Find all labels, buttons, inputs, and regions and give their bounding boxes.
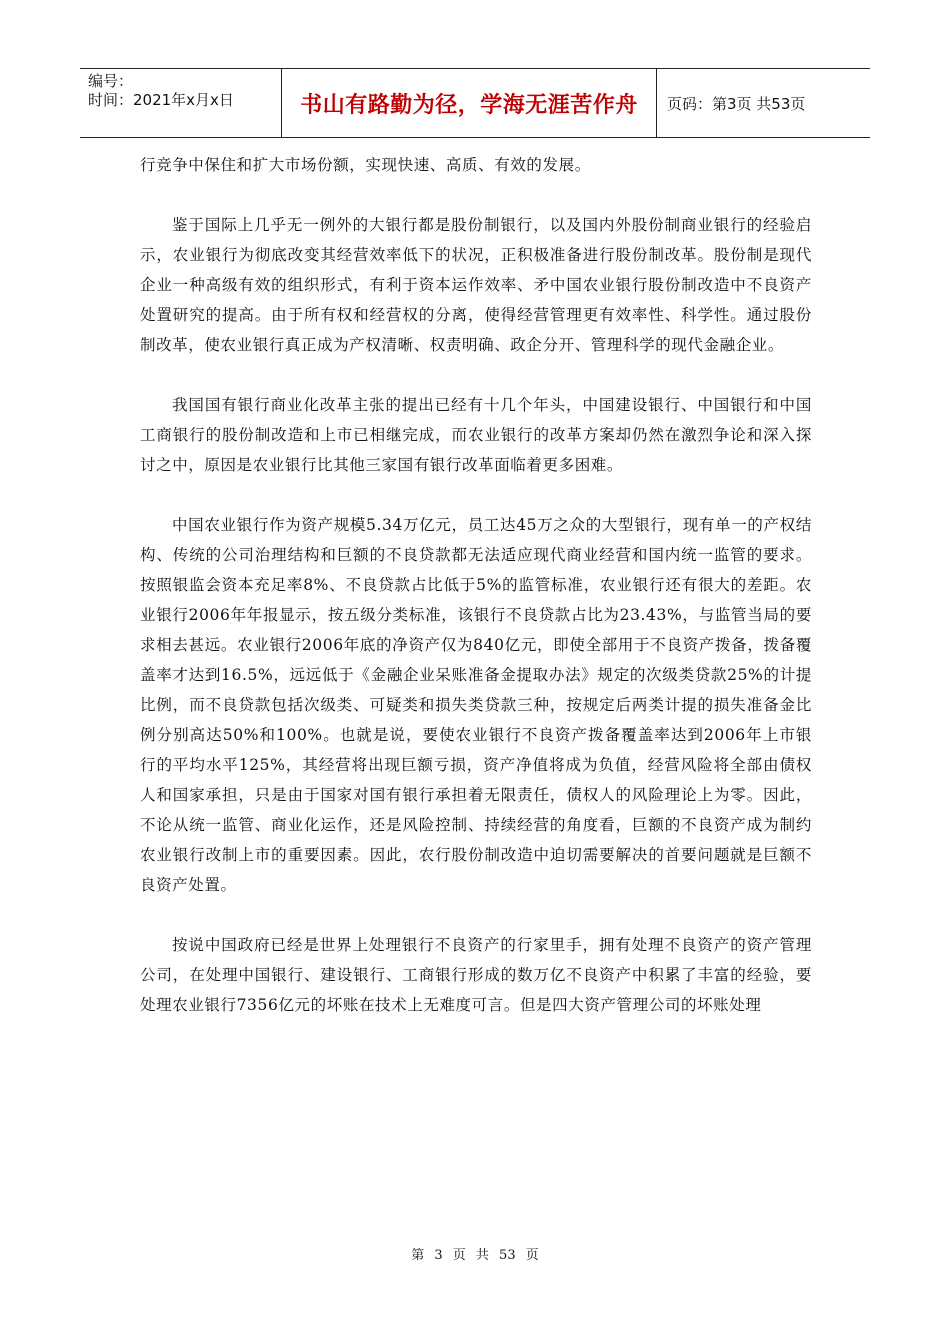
header-motto-cell [282, 69, 657, 137]
paragraph: 我国国有银行商业化改革主张的提出已经有十几个年头，中国建设银行、中国银行和中国工商银行的股份制改造和上市已相继完成，而农业银行的改革方案却仍然在激烈争论和深入探讨之中，原因是农业银行比其他三家国有银行改革面临着更多困难。 [140, 396, 812, 474]
page-header [80, 68, 870, 138]
paragraph: 行竞争中保住和扩大市场份额，实现快速、高质、有效的发展。 [140, 156, 591, 174]
doc-time-label: 时间：2021年x月x日 [88, 91, 234, 109]
header-motto: 书山有路勤为径，学海无涯苦作舟 [300, 92, 638, 118]
header-page-info-cell [657, 69, 870, 137]
page-footer [0, 1244, 950, 1263]
doc-code-label: 编号： [88, 72, 134, 90]
header-meta [80, 69, 282, 137]
paragraph: 鉴于国际上几乎无一例外的大银行都是股份制银行，以及国内外股份制商业银行的经验启示，农业银行为彻底改变其经营效率低下的状况，正积极准备进行股份制改革。股份制是现代企业一种高级有效的组织形式，有利于资本运作效率、矛中国农业银行股份制改造中不良资产处置研究的提高。由于所有权和经营权的分离，使得经营管理更有效率性、科学性。通过股份制改革，使农业银行真正成为产权清晰、权责明确、政企分开、管理科学的现代金融企业。 [140, 216, 812, 354]
paragraph: 中国农业银行作为资产规模5.34万亿元，员工达45万之众的大型银行，现有单一的产权结构、传统的公司治理结构和巨额的不良贷款都无法适应现代商业经营和国内统一监管的要求。按照银监会资本充足率8%、不良贷款占比低于5%的监管标准，农业银行还有很大的差距。农业银行2006年年报显示，按五级分类标准，该银行不良贷款占比为23.43%，与监管当局的要求相去甚远。农业银行2006年底的净资产仅为840亿元，即使全部用于不良资产拨备，拨备覆盖率才达到16.5%，远远低于《金融企业呆账准备金提取办法》规定的次级类贷款25%的计提比例，而不良贷款包括次级类、可疑类和损失类贷款三种，按规定后两类计提的损失准备金比例分别高达50%和100%。也就是说，要使农业银行不良资产拨备覆盖率达到2006年上市银行的平均水平125%，其经营将出现巨额亏损，资产净值将成为负值，经营风险将全部由债权人和国家承担，只是由于国家对国有银行承担着无限责任，债权人的风险理论上为零。因此，不论从统一监管、商业化运作，还是风险控制、持续经营的角度看，巨额的不良资产成为制约农业银行改制上市的重要因素。因此，农行股份制改造中迫切需要解决的首要问题就是巨额不良资产处置。 [140, 516, 812, 894]
footer-page-number: 第 3 页 共 53 页 [411, 1248, 539, 1263]
header-page-info: 页码：第3页 共53页 [667, 94, 806, 113]
document-body [140, 150, 812, 1050]
paragraph: 按说中国政府已经是世界上处理银行不良资产的行家里手，拥有处理不良资产的资产管理公司，在处理中国银行、建设银行、工商银行形成的数万亿不良资产中积累了丰富的经验，要处理农业银行7356亿元的坏账在技术上无难度可言。但是四大资产管理公司的坏账处理 [140, 936, 812, 1014]
